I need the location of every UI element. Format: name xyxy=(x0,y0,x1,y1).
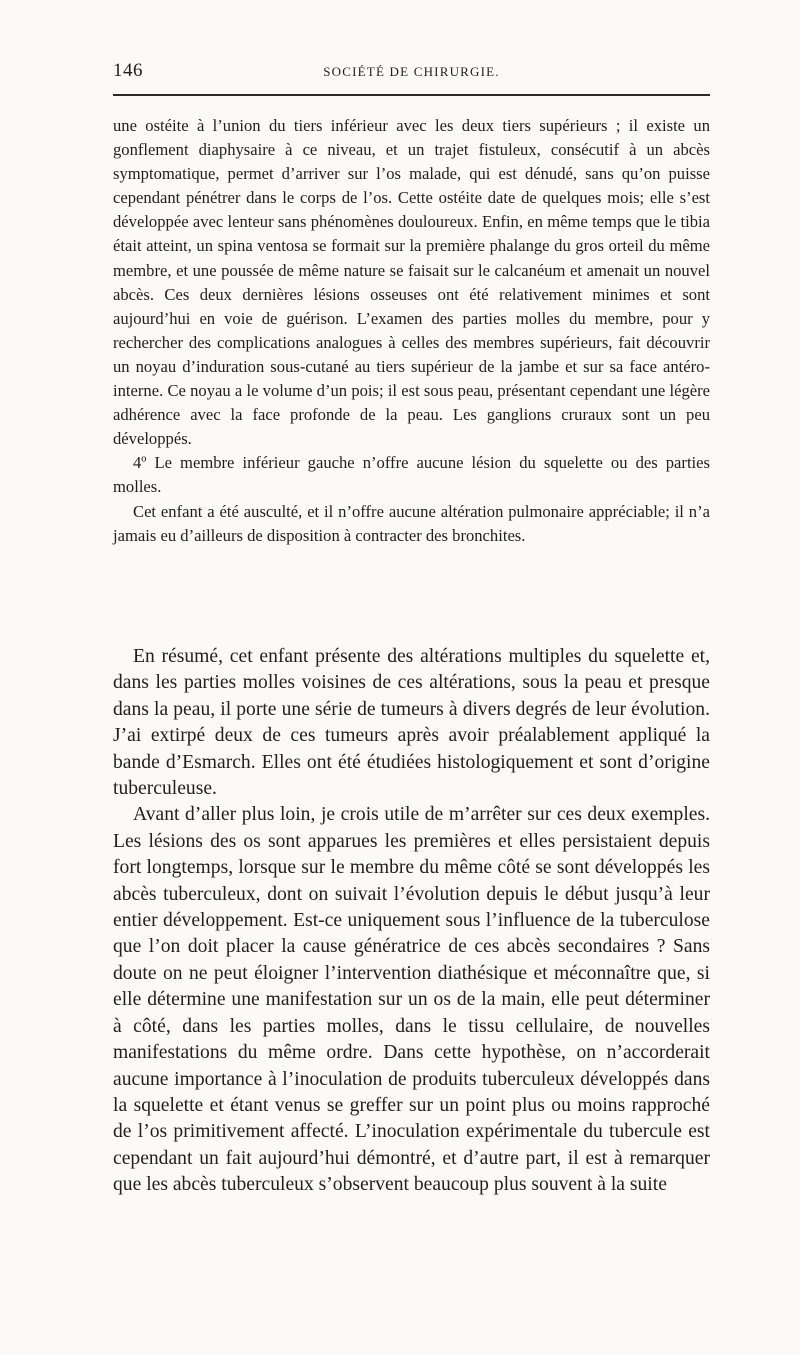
page-number: 146 xyxy=(113,60,143,81)
discussion-block xyxy=(113,644,710,1199)
paragraph: Avant d’aller plus loin, je crois utile de m’arrêter sur ces deux exemples. Les lésions des os sont apparues les premières et elles persistaient depuis fort longtemps, lorsque sur le membre du même côté se sont développés les abcès tuberculeux, dont on suivait l’évolution depuis le début jusqu’à leur entier développement. Est-ce uniquement sous l’influence de la tuberculose que l’on doit placer la cause génératrice de ces abcès secondaires ? Sans doute on ne peut éloigner l’intervention diathésique et méconnaître que, si elle détermine une manifestation sur un os de la main, elle peut déterminer à côté, dans les parties molles, dans le tissu cellulaire, de nouvelles manifestations du même ordre. Dans cette hypothèse, on n’accorderait aucune importance à l’inoculation de produits tuberculeux développés dans la squelette et étant venus se greffer sur un point plus ou moins rapproché de l’os primitivement affecté. L’inoculation expérimentale du tubercule est cependant un fait aujourd’hui démontré, et d’autre part, il est à remarquer que les abcès tuberculeux s’observent beaucoup plus souvent à la suite xyxy=(113,804,710,1196)
paragraph: 4º Le membre inférieur gauche n’offre aucune lésion du squelette ou des parties molles. xyxy=(113,453,710,497)
header-rule xyxy=(113,94,710,96)
paragraph: une ostéite à l’union du tiers inférieur avec les deux tiers supérieurs ; il existe un gonflement diaphysaire à ce niveau, et un trajet fistuleux, consécutif à un abcès symptomatique, permet d’arriver sur l’os malade, qui est dénudé, sans qu’on puisse cependant pénétrer dans le corps de l’os. Cette ostéite date de quelques mois; elle s’est développée avec lenteur sans phénomènes douloureux. Enfin, en même temps que le tibia était atteint, un spina ventosa se formait sur la première phalange du gros orteil du même membre, et une poussée de même nature se faisait sur le calcanéum et amenait un nouvel abcès. Ces deux dernières lésions osseuses ont été relativement minimes et sont aujourd’hui en voie de guérison. L’examen des parties molles du membre, pour y rechercher des complications analogues à celles des membres supérieurs, fait découvrir un noyau d’induration sous-cutané au tiers supérieur de la jambe et sur sa face antéro-interne. Ce noyau a le volume d’un pois; il est sous peau, présentant cependant une légère adhérence avec la face profonde de la peau. Les ganglions cruraux sont un peu développés. xyxy=(113,116,710,449)
page-header xyxy=(113,60,710,86)
paragraph: Cet enfant a été ausculté, et il n’offre aucune altération pulmonaire appréciable; il n’a jamais eu d’ailleurs de disposition à contracter des bronchites. xyxy=(113,501,710,545)
running-title: SOCIÉTÉ DE CHIRURGIE. xyxy=(323,64,500,79)
case-notes-block xyxy=(113,114,710,548)
paragraph: En résumé, cet enfant présente des altérations multiples du squelette et, dans les parties molles voisines de ces altérations, sous la peau et presque dans la peau, il porte une série de tumeurs à divers degrés de leur évolution. J’ai extirpé deux de ces tumeurs après avoir préalablement appliqué la bande d’Esmarch. Elles ont été étudiées histologiquement et sont d’origine tuberculeuse. xyxy=(113,646,710,800)
